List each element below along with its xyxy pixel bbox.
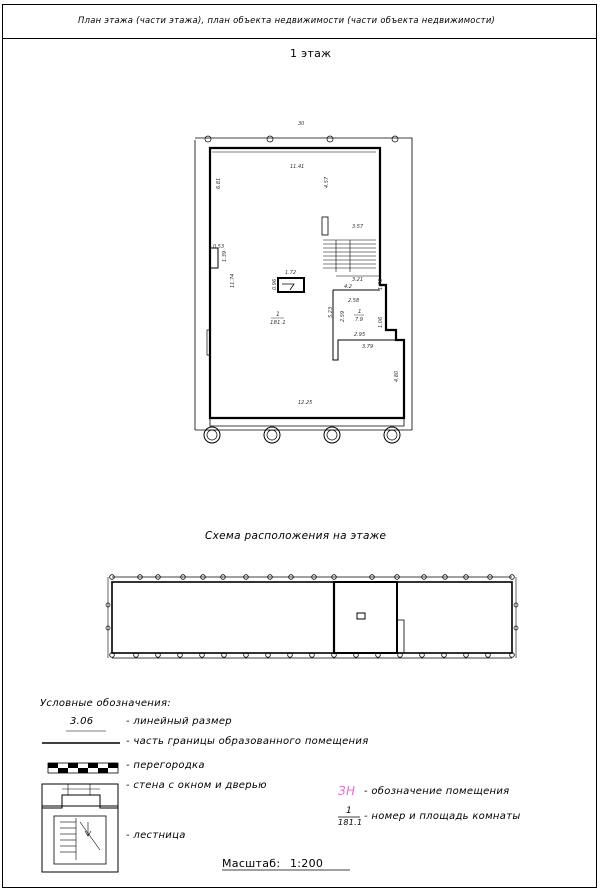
dim-480: 4.80 (394, 370, 400, 382)
legend-partition-text: - перегородка (126, 760, 205, 771)
room-2-number: 1 (358, 309, 362, 315)
scale-value: 1:200 (290, 857, 324, 870)
header-title: План этажа (части этажа), план объекта недвижимости (части объекта недвижимости) (78, 15, 496, 25)
dim-379: 3.79 (362, 344, 374, 350)
room-1-number: 1 (276, 311, 280, 318)
dim-259: 2.59 (340, 310, 346, 322)
dim-523: 5.23 (328, 306, 334, 318)
dim-left-height: 11.74 (230, 273, 236, 288)
dim-295: 2.95 (354, 332, 366, 338)
room-2-area: 7.9 (355, 317, 363, 323)
dim-left-small-a: 0.53 (213, 244, 225, 250)
floor-title: 1 этаж (290, 47, 332, 60)
dim-176: 1.76 (378, 278, 384, 290)
dim-top-small: 30 (298, 121, 305, 127)
dim-321: 3.21 (352, 277, 364, 283)
legend-room-number-text: - номер и площадь комнаты (364, 811, 521, 822)
legend-dimension-text: - линейный размер (126, 716, 232, 727)
dim-left-small-b: 1.39 (222, 250, 228, 262)
scheme-title: Схема расположения на этаже (205, 530, 387, 542)
dim-258: 2.58 (348, 298, 360, 304)
dim-top-width: 11.41 (290, 164, 305, 170)
dim-42: 4.2 (344, 284, 352, 290)
dim-106: 1.06 (378, 316, 384, 328)
legend-designation-symbol: ЗН (338, 784, 356, 798)
legend-room-number-symbol: 1 (346, 806, 353, 816)
room-1-area: 181.1 (270, 320, 286, 326)
dim-left-upper: 6.81 (216, 177, 222, 189)
legend-boundary-text: - часть границы образованного помещения (126, 736, 369, 747)
dim-column-side: 0.96 (272, 278, 278, 290)
dim-stair-width: 3.57 (352, 224, 364, 230)
dim-bottom-width: 12.25 (298, 400, 313, 406)
legend-wall-text: - стена с окном и дверью (126, 780, 267, 791)
legend-title: Условные обозначения: (40, 698, 171, 709)
legend-stair-text: - лестница (126, 830, 186, 841)
legend-dimension-symbol: 3.06 (70, 716, 94, 727)
dim-column-width: 1.72 (285, 270, 297, 276)
legend-designation-text: - обозначение помещения (364, 786, 510, 797)
dim-right-upper: 4.57 (324, 176, 330, 188)
scale-label: Масштаб: (222, 857, 281, 870)
legend-room-area-symbol: 181.1 (338, 818, 363, 827)
